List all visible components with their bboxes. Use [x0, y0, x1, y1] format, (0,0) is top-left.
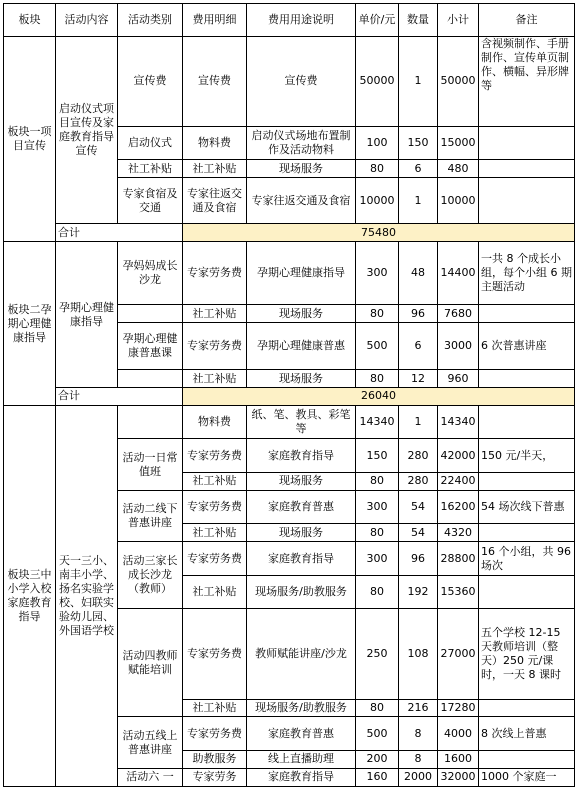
detail-cell: 专家劳务费 [183, 439, 247, 473]
qty-cell: 192 [399, 575, 438, 609]
section-name: 板块二孕期心理健康指导 [4, 242, 56, 406]
detail-cell: 社工补贴 [183, 370, 247, 388]
category-cell: 社工补贴 [118, 160, 183, 178]
category-cell [118, 370, 183, 388]
header-cell: 活动内容 [56, 4, 118, 37]
header-row [4, 4, 575, 37]
purpose-cell: 现场服务 [247, 160, 356, 178]
detail-cell: 专家劳务费 [183, 490, 247, 524]
purpose-cell: 家庭教育指导 [247, 542, 356, 576]
note-cell: 6 次普惠讲座 [479, 322, 575, 369]
note-cell [479, 575, 575, 609]
header-cell: 数量 [399, 4, 438, 37]
purpose-cell: 现场服务 [247, 473, 356, 491]
subtotal-cell: 15000 [438, 126, 479, 160]
subtotal-cell: 22400 [438, 473, 479, 491]
detail-cell: 物料费 [183, 126, 247, 160]
subtotal-cell: 7680 [438, 305, 479, 323]
price-cell: 10000 [356, 178, 399, 224]
note-cell: 150 元/半天， [479, 439, 575, 473]
total-row [4, 388, 575, 406]
note-cell [479, 473, 575, 491]
qty-cell: 1 [399, 36, 438, 126]
qty-cell: 54 [399, 524, 438, 542]
category-cell: 启动仪式 [118, 126, 183, 160]
total-label: 合计 [56, 224, 183, 242]
detail-cell: 物料费 [183, 405, 247, 439]
price-cell: 100 [356, 126, 399, 160]
note-cell [479, 126, 575, 160]
note-cell [479, 178, 575, 224]
purpose-cell: 线上直播助理 [247, 751, 356, 769]
price-cell: 150 [356, 439, 399, 473]
activity-content: 启动仪式项目宣传及家庭教育指导宣传 [56, 36, 118, 224]
price-cell: 80 [356, 575, 399, 609]
note-cell: 16 个小组，共 96 场次 [479, 542, 575, 576]
purpose-cell: 教师赋能讲座/沙龙 [247, 609, 356, 699]
price-cell: 80 [356, 524, 399, 542]
purpose-cell: 现场服务 [247, 370, 356, 388]
qty-cell: 8 [399, 751, 438, 769]
subtotal-cell: 15360 [438, 575, 479, 609]
price-cell: 300 [356, 542, 399, 576]
detail-cell: 社工补贴 [183, 160, 247, 178]
note-cell [479, 305, 575, 323]
price-cell: 300 [356, 490, 399, 524]
purpose-cell: 孕期心理健康普惠 [247, 322, 356, 369]
purpose-cell: 家庭教育普惠 [247, 717, 356, 751]
detail-cell: 专家劳务费 [183, 242, 247, 305]
price-cell: 80 [356, 160, 399, 178]
qty-cell: 280 [399, 473, 438, 491]
detail-cell: 专家往返交通及食宿 [183, 178, 247, 224]
qty-cell: 54 [399, 490, 438, 524]
detail-cell: 宣传费 [183, 36, 247, 126]
purpose-cell: 纸、笔、教具、彩笔等 [247, 405, 356, 439]
category-cell: 活动四教师赋能培训 [118, 609, 183, 717]
subtotal-cell: 4000 [438, 717, 479, 751]
purpose-cell: 现场服务/助教服务 [247, 575, 356, 609]
note-cell [479, 370, 575, 388]
price-cell: 80 [356, 473, 399, 491]
table-row [4, 242, 575, 305]
price-cell: 500 [356, 322, 399, 369]
header-cell: 费用明细 [183, 4, 247, 37]
total-value: 75480 [183, 224, 575, 242]
price-cell: 160 [356, 768, 399, 786]
qty-cell: 216 [399, 699, 438, 717]
category-cell: 专家食宿及交通 [118, 178, 183, 224]
category-cell: 活动五线上普惠讲座 [118, 717, 183, 768]
qty-cell: 6 [399, 322, 438, 369]
header-cell: 活动类别 [118, 4, 183, 37]
qty-cell: 96 [399, 305, 438, 323]
category-cell [118, 305, 183, 323]
subtotal-cell: 960 [438, 370, 479, 388]
qty-cell: 1 [399, 178, 438, 224]
qty-cell: 1 [399, 405, 438, 439]
purpose-cell: 启动仪式场地布置制作及活动物料 [247, 126, 356, 160]
qty-cell: 96 [399, 542, 438, 576]
table-row [4, 36, 575, 126]
price-cell: 200 [356, 751, 399, 769]
category-cell: 孕期心理健康普惠课 [118, 322, 183, 369]
subtotal-cell: 1600 [438, 751, 479, 769]
purpose-cell: 家庭教育指导 [247, 768, 356, 786]
purpose-cell: 现场服务 [247, 524, 356, 542]
subtotal-cell: 10000 [438, 178, 479, 224]
total-row [4, 224, 575, 242]
note-cell [479, 524, 575, 542]
qty-cell: 150 [399, 126, 438, 160]
price-cell: 80 [356, 305, 399, 323]
purpose-cell: 现场服务 [247, 305, 356, 323]
total-value: 26040 [183, 388, 575, 406]
budget-table [3, 3, 575, 787]
subtotal-cell: 14400 [438, 242, 479, 305]
purpose-cell: 现场服务/助教服务 [247, 699, 356, 717]
price-cell: 80 [356, 370, 399, 388]
detail-cell: 社工补贴 [183, 524, 247, 542]
subtotal-cell: 3000 [438, 322, 479, 369]
purpose-cell: 家庭教育普惠 [247, 490, 356, 524]
category-cell: 孕妈妈成长沙龙 [118, 242, 183, 305]
note-cell: 54 场次线下普惠 [479, 490, 575, 524]
subtotal-cell: 42000 [438, 439, 479, 473]
subtotal-cell: 17280 [438, 699, 479, 717]
category-cell: 活动二线下普惠讲座 [118, 490, 183, 541]
category-cell: 活动三家长成长沙龙（教师） [118, 542, 183, 609]
subtotal-cell: 27000 [438, 609, 479, 699]
price-cell: 14340 [356, 405, 399, 439]
category-cell: 宣传费 [118, 36, 183, 126]
note-cell [479, 160, 575, 178]
note-cell: 一共 8 个成长小组，每个小组 6 期主题活动 [479, 242, 575, 305]
category-cell [118, 405, 183, 439]
section-name: 板块一项目宣传 [4, 36, 56, 242]
purpose-cell: 专家往返交通及食宿 [247, 178, 356, 224]
qty-cell: 48 [399, 242, 438, 305]
price-cell: 250 [356, 609, 399, 699]
qty-cell: 8 [399, 717, 438, 751]
purpose-cell: 家庭教育指导 [247, 439, 356, 473]
activity-content: 孕期心理健康指导 [56, 242, 118, 388]
subtotal-cell: 32000 [438, 768, 479, 786]
header-cell: 备注 [479, 4, 575, 37]
note-cell [479, 699, 575, 717]
qty-cell: 6 [399, 160, 438, 178]
subtotal-cell: 50000 [438, 36, 479, 126]
price-cell: 80 [356, 699, 399, 717]
detail-cell: 社工补贴 [183, 305, 247, 323]
detail-cell: 社工补贴 [183, 575, 247, 609]
subtotal-cell: 480 [438, 160, 479, 178]
detail-cell: 专家劳务 [183, 768, 247, 786]
category-cell: 活动一日常值班 [118, 439, 183, 490]
note-cell: 五个学校 12-15 天教师培训（整天）250 元/课时，一天 8 课时 [479, 609, 575, 699]
header-cell: 单价/元 [356, 4, 399, 37]
purpose-cell: 孕期心理健康指导 [247, 242, 356, 305]
detail-cell: 社工补贴 [183, 699, 247, 717]
detail-cell: 专家劳务费 [183, 717, 247, 751]
category-cell: 活动六 一 [118, 768, 183, 786]
note-cell: 8 次线上普惠 [479, 717, 575, 751]
qty-cell: 280 [399, 439, 438, 473]
section-name: 板块三中小学入校家庭教育指导 [4, 405, 56, 786]
price-cell: 50000 [356, 36, 399, 126]
subtotal-cell: 14340 [438, 405, 479, 439]
detail-cell: 专家劳务费 [183, 609, 247, 699]
qty-cell: 12 [399, 370, 438, 388]
activity-content: 天一三小、南丰小学、扬名实验学校、妇联实验幼儿园、外国语学校 [56, 405, 118, 786]
total-label: 合计 [56, 388, 183, 406]
detail-cell: 专家劳务费 [183, 542, 247, 576]
header-cell: 板块 [4, 4, 56, 37]
subtotal-cell: 16200 [438, 490, 479, 524]
price-cell: 500 [356, 717, 399, 751]
note-cell: 含视频制作、手册制作、宣传单页制作、横幅、异形牌等 [479, 36, 575, 126]
note-cell [479, 751, 575, 769]
price-cell: 300 [356, 242, 399, 305]
table-row [4, 405, 575, 439]
header-cell: 费用用途说明 [247, 4, 356, 37]
note-cell: 1000 个家庭一 [479, 768, 575, 786]
subtotal-cell: 4320 [438, 524, 479, 542]
qty-cell: 108 [399, 609, 438, 699]
note-cell [479, 405, 575, 439]
subtotal-cell: 28800 [438, 542, 479, 576]
purpose-cell: 宣传费 [247, 36, 356, 126]
qty-cell: 2000 [399, 768, 438, 786]
detail-cell: 社工补贴 [183, 473, 247, 491]
detail-cell: 专家劳务费 [183, 322, 247, 369]
detail-cell: 助教服务 [183, 751, 247, 769]
header-cell: 小计 [438, 4, 479, 37]
